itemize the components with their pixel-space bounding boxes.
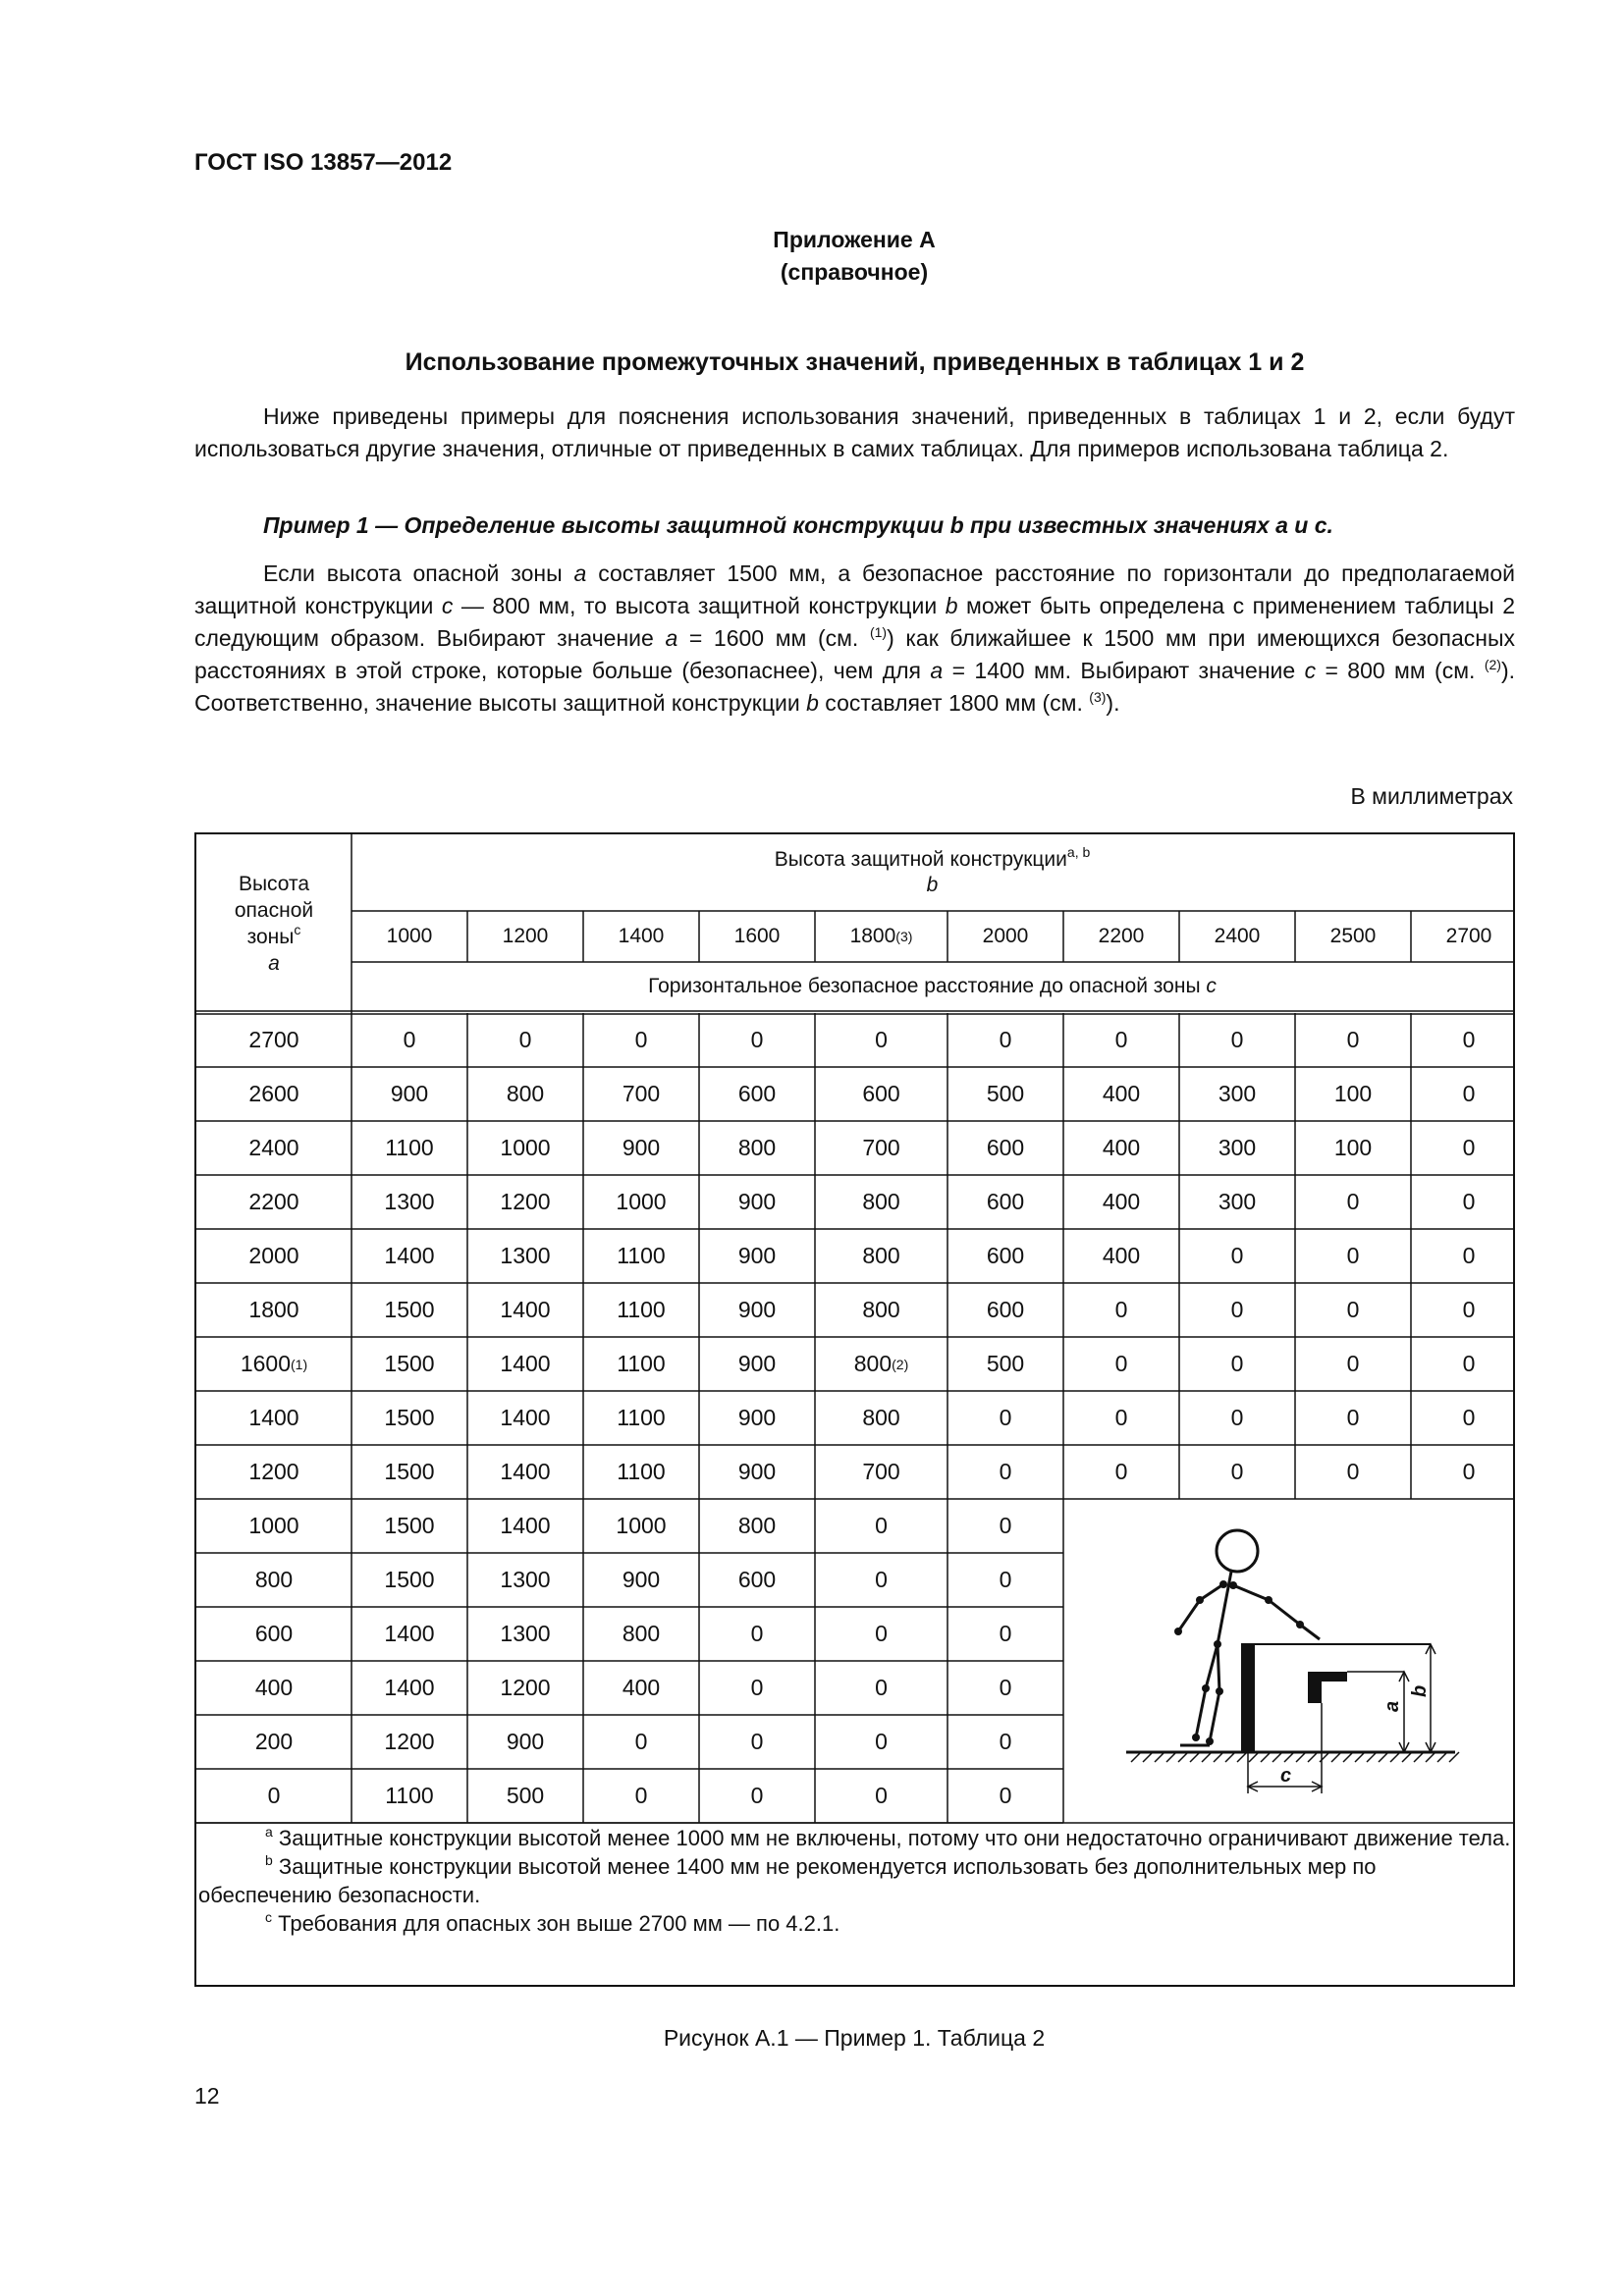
table-cell: 700: [862, 1135, 900, 1160]
table-cell: 1300: [384, 1189, 435, 1214]
table-cell: 0: [1346, 1189, 1360, 1214]
table-cell: 500: [986, 1351, 1025, 1376]
table-cell: 0: [875, 1027, 888, 1052]
table-cell: 0: [999, 1567, 1012, 1592]
table-cell: 1300: [500, 1621, 551, 1646]
table-cell: 0: [1114, 1459, 1128, 1484]
table-cell: 0: [999, 1675, 1012, 1700]
table-cell: 0: [999, 1783, 1012, 1808]
table-cell: 0: [999, 1513, 1012, 1538]
table-cell: 0: [999, 1405, 1012, 1430]
column-header-2400: 2400: [1214, 925, 1261, 947]
table-cell: 0: [518, 1027, 532, 1052]
example-title: Пример 1 — Определение высоты защитной конструкции b при известных значениях a и c.: [263, 512, 1333, 538]
protective-structure: [1241, 1644, 1255, 1752]
table-cell: 0: [1346, 1459, 1360, 1484]
table-cell: 400: [1102, 1189, 1141, 1214]
column-header-title: Высота защитной конструкции$^{a, b}$ b: [774, 844, 1091, 896]
table-cell: 900: [737, 1459, 777, 1484]
table-cell: 800 (2): [853, 1351, 909, 1376]
column-header-2700: 2700: [1445, 925, 1492, 947]
table-cell: 800: [862, 1297, 900, 1322]
table-cell: 500: [986, 1081, 1025, 1106]
table-cell: 0: [875, 1513, 888, 1538]
table-cell: 1100: [617, 1459, 666, 1484]
table-cell: 0: [1230, 1351, 1244, 1376]
table-cell: 0: [1462, 1459, 1476, 1484]
row-a-value: 2000: [248, 1243, 299, 1268]
table-notes: [196, 1824, 1515, 1938]
table-cell: 600: [862, 1081, 900, 1106]
column-header-1200: 1200: [502, 925, 549, 947]
section-title: Использование промежуточных значений, приведенных в таблицах 1 и 2: [405, 348, 1305, 376]
table-cell: 0: [1230, 1297, 1244, 1322]
table-cell: 1400: [500, 1297, 551, 1322]
table-cell: 1500: [384, 1297, 435, 1322]
column-header-2000: 2000: [982, 925, 1029, 947]
table-cell: 0: [750, 1783, 764, 1808]
table-cell: 100: [1333, 1135, 1373, 1160]
table-cell: 1500: [384, 1513, 435, 1538]
table-cell: 900: [737, 1405, 777, 1430]
table-cell: 0: [750, 1621, 764, 1646]
column-header-1000: 1000: [386, 925, 433, 947]
table-cell: 1000: [616, 1513, 667, 1538]
table-cell: 1300: [500, 1567, 551, 1592]
table-cell: 800: [506, 1081, 545, 1106]
table-cell: 0: [875, 1729, 888, 1754]
table-cell: 0: [1114, 1351, 1128, 1376]
safety-distance-figure: [1062, 1502, 1513, 1826]
row-a-value: 1000: [248, 1513, 299, 1538]
row-a-value: 200: [254, 1729, 294, 1754]
label-c: c: [1280, 1765, 1292, 1787]
table-cell: 1400: [384, 1243, 435, 1268]
row-a-value: 400: [254, 1675, 294, 1700]
page-number: 12: [194, 2083, 220, 2109]
table-cell: 0: [1114, 1027, 1128, 1052]
column-header-1600: 1600: [733, 925, 781, 947]
table-cell: 0: [1346, 1243, 1360, 1268]
table-cell: 0: [875, 1621, 888, 1646]
table-cell: 1000: [500, 1135, 551, 1160]
table-cell: 0: [999, 1729, 1012, 1754]
table-cell: 100: [1333, 1081, 1373, 1106]
row-a-value: 1400: [248, 1405, 299, 1430]
table-cell: 0: [875, 1675, 888, 1700]
table-cell: 0: [634, 1783, 648, 1808]
row-header-line1: Высота: [238, 873, 310, 895]
table-cell: 1300: [500, 1243, 551, 1268]
table-cell: 600: [986, 1243, 1025, 1268]
row-header-line3: зоны$^c$: [246, 922, 301, 948]
note-a: $^a$ Защитные конструкции высотой менее 1000 мм не включены, потому что они недостаточно ограничивают движение тела.: [265, 1824, 1511, 1850]
table-cell: 1500: [384, 1405, 435, 1430]
table-cell: 0: [1462, 1243, 1476, 1268]
column-header-1400: 1400: [618, 925, 665, 947]
table-cell: 600: [986, 1135, 1025, 1160]
table-cell: 0: [1114, 1297, 1128, 1322]
table-cell: 0: [1230, 1243, 1244, 1268]
table-cell: 0: [1346, 1351, 1360, 1376]
table-cell: 800: [862, 1405, 900, 1430]
table-cell: 0: [1462, 1081, 1476, 1106]
table-cell: 500: [506, 1783, 545, 1808]
table-cell: 0: [875, 1783, 888, 1808]
row-a-value: 2700: [248, 1027, 299, 1052]
table-cell: 1200: [384, 1729, 435, 1754]
table-cell: 0: [750, 1675, 764, 1700]
table-cell: 0: [999, 1027, 1012, 1052]
table-cell: 1400: [384, 1621, 435, 1646]
table-cell: 1400: [500, 1459, 551, 1484]
table-cell: 300: [1218, 1135, 1257, 1160]
standard-header: ГОСТ ISO 13857—2012: [194, 149, 453, 176]
table-cell: 0: [875, 1567, 888, 1592]
table-cell: 1100: [385, 1135, 434, 1160]
label-a: a: [1381, 1700, 1403, 1712]
table-cell: 700: [862, 1459, 900, 1484]
table-cell: 600: [737, 1567, 777, 1592]
table-cell: 0: [750, 1027, 764, 1052]
table-cell: 1500: [384, 1567, 435, 1592]
table-cell: 800: [862, 1189, 900, 1214]
row-a-value: 1800: [248, 1297, 299, 1322]
table-cell: 0: [403, 1027, 416, 1052]
table-cell: 600: [986, 1297, 1025, 1322]
table-cell: 0: [1462, 1189, 1476, 1214]
figure-caption: Рисунок А.1 — Пример 1. Таблица 2: [663, 2025, 1046, 2051]
table-cell: 1400: [384, 1675, 435, 1700]
row-header: [196, 834, 352, 1013]
table-cell: 0: [1462, 1027, 1476, 1052]
table-cell: 800: [737, 1135, 777, 1160]
table-cell: 0: [1346, 1027, 1360, 1052]
table-cell: 1000: [616, 1189, 667, 1214]
table-cell: 1500: [384, 1459, 435, 1484]
table-cell: 1400: [500, 1351, 551, 1376]
table-cell: 1100: [617, 1405, 666, 1430]
table-cell: 400: [622, 1675, 661, 1700]
table-cell: 1200: [500, 1675, 551, 1700]
table-cell: 0: [1230, 1405, 1244, 1430]
table-cell: 800: [862, 1243, 900, 1268]
table-cell: 0: [1462, 1135, 1476, 1160]
table-cell: 1400: [500, 1405, 551, 1430]
column-header-1800: 1800 (3): [849, 925, 913, 947]
annex-heading: [0, 224, 1624, 289]
example-paragraph: Если высота опасной зоны a составляет 1500 мм, а безопасное расстояние по горизонтали до предполагаемой защитной конструкции c — 800 мм, то высота защитной конструкции b может быть определена с применением таблицы 2 следующим образом. Выбирают значение a = 1600 мм (см. $^{(1)}$) как ближайшее к 1500 мм при имеющихся безопасных расстояниях в этой строке, которые больше (безопаснее), чем для a = 1400 мм. Выбирают значение c = 800 мм (см. $^{(2)}$). Соответственно, значение высоты защитной конструкции b составляет 1800 мм (см. $^{(3)}$).: [194, 561, 1516, 716]
table-cell: 0: [1462, 1297, 1476, 1322]
note-c: $^c$ Требования для опасных зон выше 2700 мм — по 4.2.1.: [265, 1909, 840, 1936]
note-b: $^b$ Защитные конструкции высотой менее 1400 мм не рекомендуется использовать без дополнительных мер по обеспечению безопасности.: [198, 1852, 1377, 1907]
table-cell: 0: [999, 1459, 1012, 1484]
table-cell: 300: [1218, 1189, 1257, 1214]
intro-paragraph: Ниже приведены примеры для пояснения использования значений, приведенных в таблицах 1 и 2, если будут использоваться другие значения, отличные от приведенных в самих таблицах. Для примеров использована таблица 2.: [194, 403, 1515, 461]
hazard-zone-symbol: [1308, 1672, 1347, 1703]
table-cell: 700: [622, 1081, 661, 1106]
table-cell: 900: [737, 1297, 777, 1322]
table-cell: 1100: [617, 1243, 666, 1268]
label-b: b: [1409, 1684, 1431, 1697]
table-cell: 900: [390, 1081, 429, 1106]
table-cell: 400: [1102, 1243, 1141, 1268]
table-cell: 0: [1230, 1027, 1244, 1052]
person-joints: [1174, 1580, 1304, 1745]
subheader-row: Горизонтальное безопасное расстояние до опасной зоны c: [648, 975, 1217, 997]
table-cell: 1200: [500, 1189, 551, 1214]
column-header-2500: 2500: [1329, 925, 1377, 947]
table-cell: 1400: [500, 1513, 551, 1538]
table-cell: 800: [737, 1513, 777, 1538]
table-cell: 1500: [384, 1351, 435, 1376]
table-cell: 0: [1230, 1459, 1244, 1484]
table-cell: 900: [506, 1729, 545, 1754]
row-a-value: 2600: [248, 1081, 299, 1106]
units-label: В миллиметрах: [1350, 783, 1513, 809]
table-cell: 0: [999, 1621, 1012, 1646]
table-cell: 0: [1346, 1405, 1360, 1430]
table-cell: 400: [1102, 1135, 1141, 1160]
row-a-value: 600: [254, 1621, 294, 1646]
table-cell: 0: [634, 1027, 648, 1052]
table-cell: 300: [1218, 1081, 1257, 1106]
table-cell: 1100: [617, 1297, 666, 1322]
data-table: [194, 832, 1515, 1987]
table-cell: 900: [737, 1243, 777, 1268]
row-header-line2: опасной: [234, 899, 314, 922]
table-cell: 1100: [617, 1351, 666, 1376]
row-a-value: 1200: [248, 1459, 299, 1484]
table-cell: 1100: [385, 1783, 434, 1808]
dimension-b: [1426, 1644, 1435, 1752]
table-cell: 0: [634, 1729, 648, 1754]
table-cell: 600: [986, 1189, 1025, 1214]
table-cell: 400: [1102, 1081, 1141, 1106]
table-cell: 0: [1462, 1351, 1476, 1376]
annex-status: (справочное): [780, 259, 929, 285]
table-cell: 0: [750, 1729, 764, 1754]
table-cell: 900: [737, 1189, 777, 1214]
row-a-value: 0: [267, 1783, 281, 1808]
annex-title: Приложение А: [773, 227, 936, 252]
table-cell: 0: [1114, 1405, 1128, 1430]
row-header-var: a: [268, 952, 280, 975]
table-cell: 800: [622, 1621, 661, 1646]
row-a-value: 2200: [248, 1189, 299, 1214]
table-cell: 600: [737, 1081, 777, 1106]
row-a-value: 2400: [248, 1135, 299, 1160]
table-cell: 900: [622, 1567, 661, 1592]
row-a-value: 1600 (1): [240, 1351, 308, 1376]
table-cell: 900: [622, 1135, 661, 1160]
table-cell: 900: [737, 1351, 777, 1376]
table-cell: 0: [1346, 1297, 1360, 1322]
column-header-2200: 2200: [1098, 925, 1145, 947]
table-cell: 0: [1462, 1405, 1476, 1430]
row-a-value: 800: [254, 1567, 294, 1592]
